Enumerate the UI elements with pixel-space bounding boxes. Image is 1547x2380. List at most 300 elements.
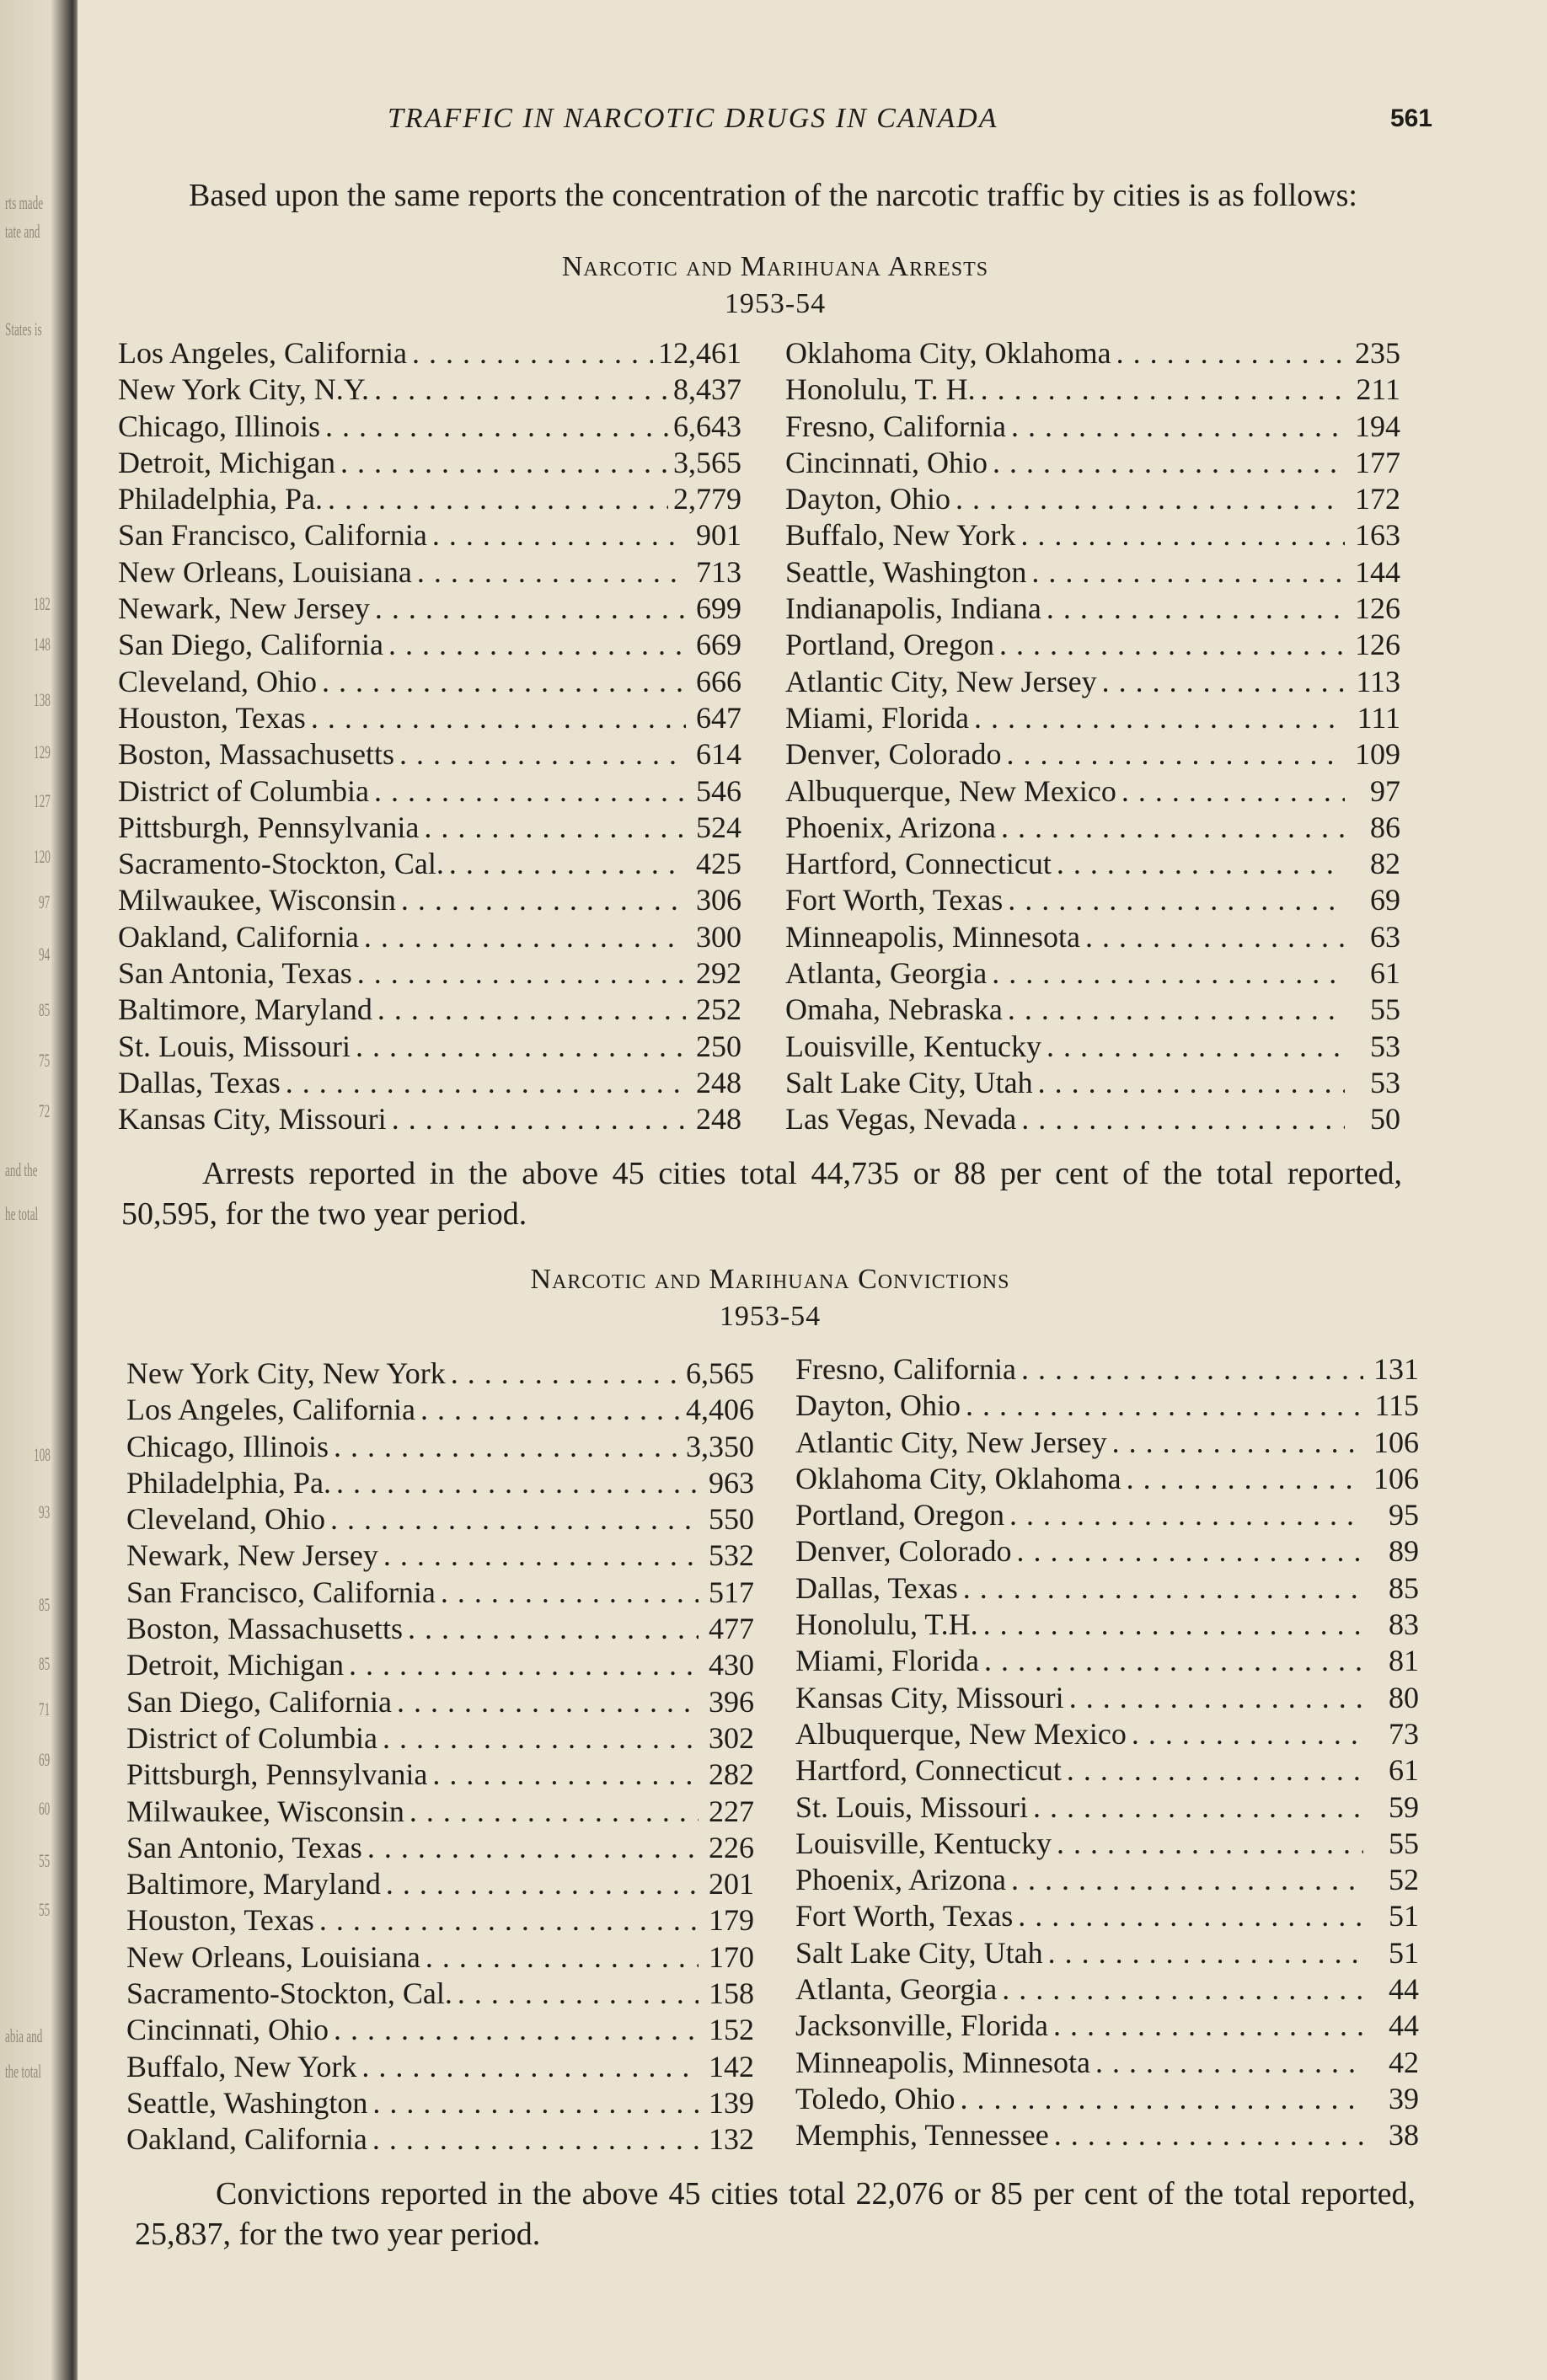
city-name: Baltimore, Maryland (118, 992, 372, 1027)
table-row (118, 736, 741, 773)
count-value: 177 (1355, 445, 1400, 479)
count-value: 126 (1355, 628, 1400, 662)
table-row (126, 2121, 754, 2158)
count-value: 106 (1373, 1425, 1419, 1459)
count-value: 550 (709, 1502, 754, 1537)
margin-fragment: 72 (39, 1100, 51, 1121)
arrests-right-column (785, 335, 1400, 1138)
table-row (126, 1866, 754, 1902)
city-name: Honolulu, T.H. (795, 1607, 978, 1642)
dot-leader (974, 700, 1345, 736)
margin-fragment: 138 (34, 689, 51, 710)
dot-leader (1053, 2008, 1363, 2044)
dot-leader (410, 1794, 699, 1830)
table-row (785, 1101, 1400, 1137)
book-page (118, 0, 1432, 2380)
table-row (795, 2081, 1419, 2117)
count-value: 8,437 (673, 372, 741, 407)
dot-leader (383, 1538, 699, 1574)
count-value: 80 (1389, 1680, 1419, 1714)
dot-leader (374, 372, 668, 408)
count-value: 55 (1370, 992, 1400, 1027)
city-name: San Francisco, California (126, 1575, 436, 1609)
count-value: 901 (696, 518, 741, 553)
city-name: St. Louis, Missouri (118, 1029, 351, 1063)
table-row (795, 1425, 1419, 1461)
dot-leader (1116, 335, 1345, 372)
dot-leader (424, 810, 686, 846)
city-name: Atlanta, Georgia (785, 956, 988, 991)
table-row (118, 627, 741, 663)
count-value: 39 (1389, 2081, 1419, 2115)
table-row (785, 810, 1400, 846)
table-row (795, 1643, 1419, 1679)
table-row (118, 372, 741, 408)
count-value: 109 (1355, 737, 1400, 772)
count-value: 158 (709, 1976, 754, 2011)
table-row (118, 1065, 741, 1101)
dot-leader (1016, 1533, 1363, 1570)
count-value: 53 (1370, 1065, 1400, 1099)
count-value: 524 (696, 810, 741, 844)
table-row (126, 1647, 754, 1683)
margin-fragment: 182 (34, 593, 51, 614)
city-name: Pittsburgh, Pennsylvania (118, 810, 420, 844)
margin-fragment: 55 (39, 1899, 51, 1920)
count-value: 226 (709, 1830, 754, 1864)
margin-fragment: 129 (34, 741, 51, 762)
count-value: 306 (696, 883, 741, 917)
count-value: 248 (696, 1065, 741, 1099)
table-row (795, 1716, 1419, 1752)
dot-leader (1038, 1065, 1345, 1101)
count-value: 113 (1356, 664, 1400, 698)
dot-leader (1057, 1826, 1363, 1862)
table-row (785, 846, 1400, 882)
table-row (785, 700, 1400, 736)
table-row (126, 1684, 754, 1720)
dot-leader (349, 1647, 699, 1683)
count-value: 666 (696, 664, 741, 698)
dot-leader (417, 554, 686, 591)
city-name: Fort Worth, Texas (795, 1899, 1014, 1933)
dot-leader (397, 1684, 699, 1720)
count-value: 89 (1389, 1534, 1419, 1569)
count-value: 300 (696, 919, 741, 954)
table-row (118, 773, 741, 810)
city-name: Phoenix, Arizona (795, 1863, 1006, 1897)
dot-leader (441, 1575, 699, 1611)
count-value: 614 (696, 737, 741, 772)
dot-leader (412, 335, 653, 372)
city-name: Oklahoma City, Oklahoma (785, 336, 1111, 370)
dot-leader (1069, 1680, 1363, 1716)
city-name: St. Louis, Missouri (795, 1789, 1029, 1824)
table-row (126, 1939, 754, 1976)
dot-leader (1018, 1898, 1363, 1934)
table-row (126, 1976, 754, 2012)
city-name: New Orleans, Louisiana (126, 1939, 420, 1974)
dot-leader (377, 992, 686, 1028)
dot-leader (372, 2121, 699, 2158)
city-name: Milwaukee, Wisconsin (118, 883, 396, 917)
dot-leader (1112, 1425, 1363, 1461)
table-row (118, 591, 741, 627)
city-name: Louisville, Kentucky (785, 1029, 1041, 1063)
count-value: 647 (696, 700, 741, 735)
dot-leader (984, 1643, 1363, 1679)
margin-fragment: 75 (39, 1050, 51, 1071)
city-name: District of Columbia (126, 1720, 377, 1755)
table-row (795, 1388, 1419, 1424)
city-name: Albuquerque, New Mexico (795, 1716, 1127, 1751)
dot-leader (1132, 1716, 1363, 1752)
dot-leader (1021, 1101, 1345, 1137)
table-row (118, 445, 741, 481)
count-value: 132 (709, 2122, 754, 2157)
dot-leader (1002, 1971, 1363, 2008)
table-row (795, 2117, 1419, 2153)
count-value: 235 (1355, 336, 1400, 370)
table-row (795, 1680, 1419, 1716)
dot-leader (388, 627, 686, 663)
margin-fragment: 85 (39, 999, 51, 1020)
margin-fragment: 120 (34, 846, 51, 867)
city-name: Cincinnati, Ohio (785, 445, 988, 479)
count-value: 430 (709, 1648, 754, 1682)
city-name: San Diego, California (126, 1684, 392, 1719)
dot-leader (999, 627, 1345, 663)
dot-leader (1127, 1461, 1363, 1497)
dot-leader (1009, 1497, 1363, 1533)
dot-leader (1046, 591, 1345, 627)
city-name: Indianapolis, Indiana (785, 591, 1041, 626)
count-value: 227 (709, 1794, 754, 1828)
convictions-summary: Convictions reported in the above 45 cities total 22,076 or 85 per cent of the total reported, 25,837, for the two year period. (135, 2176, 1416, 2252)
count-value: 52 (1389, 1863, 1419, 1897)
city-name: Dallas, Texas (795, 1570, 958, 1605)
table-row (118, 955, 741, 992)
margin-fragment: abia and (5, 2025, 43, 2046)
dot-leader (992, 955, 1345, 992)
city-name: Kansas City, Missouri (795, 1680, 1064, 1714)
table-row (118, 1101, 741, 1137)
city-name: Pittsburgh, Pennsylvania (126, 1757, 428, 1792)
city-name: Omaha, Nebraska (785, 992, 1003, 1027)
city-name: Houston, Texas (118, 700, 306, 735)
dot-leader (356, 1029, 686, 1065)
city-name: Newark, New Jersey (126, 1538, 378, 1573)
intro-paragraph: Based upon the same reports the concentration of the narcotic traffic by cities is as follows: (189, 178, 1357, 213)
count-value: 4,406 (686, 1393, 754, 1427)
city-name: Fort Worth, Texas (785, 883, 1004, 917)
city-name: Dallas, Texas (118, 1065, 281, 1099)
dot-leader (322, 664, 686, 700)
count-value: 83 (1389, 1607, 1419, 1642)
dot-leader (449, 846, 686, 882)
margin-fragment: 108 (34, 1444, 51, 1465)
count-value: 699 (696, 591, 741, 626)
dot-leader (458, 1976, 699, 2012)
city-name: Detroit, Michigan (118, 445, 335, 479)
table-row (795, 1607, 1419, 1643)
dot-leader (420, 1392, 681, 1428)
margin-fragment: the total (5, 2061, 41, 2082)
dot-leader (432, 517, 686, 554)
city-name: Memphis, Tennessee (795, 2118, 1049, 2153)
dot-leader (401, 882, 686, 918)
count-value: 81 (1389, 1644, 1419, 1678)
city-name: Seattle, Washington (785, 554, 1027, 589)
margin-fragment: 85 (39, 1653, 51, 1674)
city-name: Sacramento-Stockton, Cal. (126, 1976, 452, 2011)
dot-leader (1054, 2117, 1363, 2153)
city-name: Boston, Massachusetts (126, 1612, 403, 1646)
count-value: 425 (696, 847, 741, 881)
count-value: 6,565 (686, 1356, 754, 1390)
city-name: Philadelphia, Pa. (126, 1465, 331, 1500)
city-name: Honolulu, T. H. (785, 372, 976, 407)
count-value: 282 (709, 1757, 754, 1792)
table-row (795, 1752, 1419, 1789)
dot-leader (361, 2049, 699, 2085)
table-row (785, 372, 1400, 408)
table-row (118, 700, 741, 736)
count-value: 55 (1389, 1826, 1419, 1860)
margin-fragment: rts made (5, 192, 44, 213)
dot-leader (311, 700, 686, 736)
table-row (785, 591, 1400, 627)
count-value: 3,565 (673, 445, 741, 479)
table-row (785, 409, 1400, 445)
dot-leader (956, 481, 1345, 517)
running-title: TRAFFIC IN NARCOTIC DRUGS IN CANADA (388, 103, 998, 134)
table-row (785, 554, 1400, 591)
count-value: 139 (709, 2085, 754, 2120)
table-row (785, 882, 1400, 918)
table-row (126, 1575, 754, 1611)
count-value: 44 (1389, 1972, 1419, 2007)
count-value: 252 (696, 992, 741, 1027)
count-value: 2,779 (673, 482, 741, 516)
table-row (795, 1497, 1419, 1533)
convictions-years: 1953-54 (719, 1301, 822, 1332)
count-value: 44 (1389, 2008, 1419, 2043)
city-name: San Diego, California (118, 628, 383, 662)
count-value: 250 (696, 1029, 741, 1063)
count-value: 396 (709, 1684, 754, 1719)
table-row (126, 2085, 754, 2121)
dot-leader (426, 1939, 699, 1976)
count-value: 97 (1370, 773, 1400, 808)
count-value: 144 (1355, 554, 1400, 589)
table-row (785, 992, 1400, 1028)
table-row (785, 955, 1400, 992)
city-name: Atlantic City, New Jersey (795, 1425, 1107, 1459)
city-name: Oakland, California (126, 2122, 367, 2157)
dot-leader (1033, 1789, 1363, 1826)
table-row (126, 1830, 754, 1866)
dot-leader (432, 1757, 699, 1793)
dot-leader (1021, 1351, 1363, 1388)
count-value: 61 (1389, 1753, 1419, 1788)
city-name: Los Angeles, California (126, 1393, 415, 1427)
dot-leader (963, 1570, 1363, 1607)
city-name: New Orleans, Louisiana (118, 554, 412, 589)
city-name: Toledo, Ohio (795, 2081, 956, 2115)
table-row (795, 1533, 1419, 1570)
count-value: 302 (709, 1720, 754, 1755)
city-name: San Antonia, Texas (118, 956, 352, 991)
city-name: Denver, Colorado (795, 1534, 1012, 1569)
count-value: 546 (696, 773, 741, 808)
dot-leader (334, 2012, 699, 2048)
margin-fragment: States is (5, 318, 42, 340)
dot-leader (1011, 409, 1345, 445)
count-value: 73 (1389, 1716, 1419, 1751)
count-value: 194 (1355, 409, 1400, 443)
table-row (126, 1392, 754, 1428)
table-row (118, 846, 741, 882)
dot-leader (1020, 517, 1345, 554)
running-head (118, 103, 1432, 145)
count-value: 126 (1355, 591, 1400, 626)
count-value: 82 (1370, 847, 1400, 881)
city-name: Sacramento-Stockton, Cal. (118, 847, 444, 881)
count-value: 50 (1370, 1102, 1400, 1137)
margin-fragment: and the (5, 1159, 38, 1180)
count-value: 163 (1355, 518, 1400, 553)
city-name: Philadelphia, Pa. (118, 482, 323, 516)
table-row (126, 1356, 754, 1392)
city-name: Hartford, Connecticut (795, 1753, 1062, 1788)
table-row (126, 1465, 754, 1501)
dot-leader (1102, 664, 1345, 700)
dot-leader (1008, 992, 1345, 1028)
table-row (126, 1902, 754, 1939)
count-value: 142 (709, 2049, 754, 2083)
count-value: 61 (1370, 956, 1400, 991)
table-row (785, 1065, 1400, 1101)
count-value: 111 (1357, 700, 1400, 735)
dot-leader (1001, 810, 1345, 846)
dot-leader (408, 1611, 699, 1647)
dot-leader (375, 591, 686, 627)
dot-leader (372, 2085, 699, 2121)
city-name: Hartford, Connecticut (785, 847, 1052, 881)
count-value: 248 (696, 1102, 741, 1137)
city-name: Portland, Oregon (795, 1498, 1004, 1532)
count-value: 172 (1355, 482, 1400, 516)
count-value: 69 (1370, 883, 1400, 917)
margin-fragment: 71 (39, 1698, 51, 1719)
margin-fragment: 60 (39, 1798, 51, 1819)
table-row (785, 627, 1400, 663)
dot-leader (392, 1101, 686, 1137)
dot-leader (1006, 736, 1345, 773)
table-row (785, 481, 1400, 517)
city-name: Chicago, Illinois (126, 1429, 329, 1463)
convictions-left-column (126, 1356, 754, 2158)
dot-leader (1031, 554, 1345, 591)
city-name: Cincinnati, Ohio (126, 2013, 329, 2047)
city-name: Newark, New Jersey (118, 591, 370, 626)
margin-fragment: tate and (5, 221, 40, 242)
arrests-title: Narcotic and Marihuana Arrests (561, 251, 989, 282)
city-name: Detroit, Michigan (126, 1648, 344, 1682)
dot-leader (1067, 1752, 1363, 1789)
city-name: Baltimore, Maryland (126, 1867, 381, 1901)
dot-leader (451, 1356, 681, 1392)
margin-fragment: he total (5, 1203, 39, 1224)
city-name: Chicago, Illinois (118, 409, 320, 443)
dot-leader (399, 736, 686, 773)
city-name: Seattle, Washington (126, 2085, 368, 2120)
count-value: 292 (696, 956, 741, 991)
count-value: 170 (709, 1939, 754, 1974)
convictions-right-column (795, 1351, 1419, 2154)
margin-fragment: 93 (39, 1501, 51, 1522)
city-name: Milwaukee, Wisconsin (126, 1794, 404, 1828)
count-value: 38 (1389, 2118, 1419, 2153)
city-name: Jacksonville, Florida (795, 2008, 1048, 2043)
margin-fragment: 148 (34, 634, 51, 655)
dot-leader (960, 2081, 1363, 2117)
table-row (118, 1029, 741, 1065)
table-row (795, 1570, 1419, 1607)
table-row (126, 2012, 754, 2048)
dot-leader (1121, 773, 1345, 810)
arrests-left-column (118, 335, 741, 1138)
city-name: San Antonio, Texas (126, 1830, 362, 1864)
city-name: District of Columbia (118, 773, 369, 808)
city-name: Minneapolis, Minnesota (795, 2045, 1090, 2079)
table-row (785, 664, 1400, 700)
dot-leader (1008, 882, 1345, 918)
city-name: Albuquerque, New Mexico (785, 773, 1116, 808)
dot-leader (286, 1065, 686, 1101)
table-row (118, 481, 741, 517)
count-value: 3,350 (686, 1429, 754, 1463)
table-row (785, 773, 1400, 810)
city-name: Oakland, California (118, 919, 359, 954)
dot-leader (334, 1429, 681, 1465)
city-name: Buffalo, New York (126, 2049, 357, 2083)
count-value: 115 (1374, 1388, 1419, 1423)
count-value: 963 (709, 1465, 754, 1500)
table-row (795, 2045, 1419, 2081)
convictions-title: Narcotic and Marihuana Convictions (530, 1264, 1010, 1295)
count-value: 51 (1389, 1899, 1419, 1933)
count-value: 53 (1370, 1029, 1400, 1063)
table-row (118, 882, 741, 918)
city-name: Fresno, California (785, 409, 1006, 443)
table-row (126, 1501, 754, 1538)
count-value: 59 (1389, 1789, 1419, 1824)
city-name: Salt Lake City, Utah (785, 1065, 1033, 1099)
table-row (795, 1971, 1419, 2008)
city-name: San Francisco, California (118, 518, 427, 553)
city-name: Buffalo, New York (785, 518, 1016, 553)
dot-leader (1046, 1029, 1345, 1065)
table-row (126, 1611, 754, 1647)
table-row (126, 1794, 754, 1830)
table-row (785, 445, 1400, 481)
dot-leader (981, 372, 1345, 408)
city-name: Minneapolis, Minnesota (785, 919, 1080, 954)
margin-fragment: 55 (39, 1850, 51, 1871)
count-value: 86 (1370, 810, 1400, 844)
